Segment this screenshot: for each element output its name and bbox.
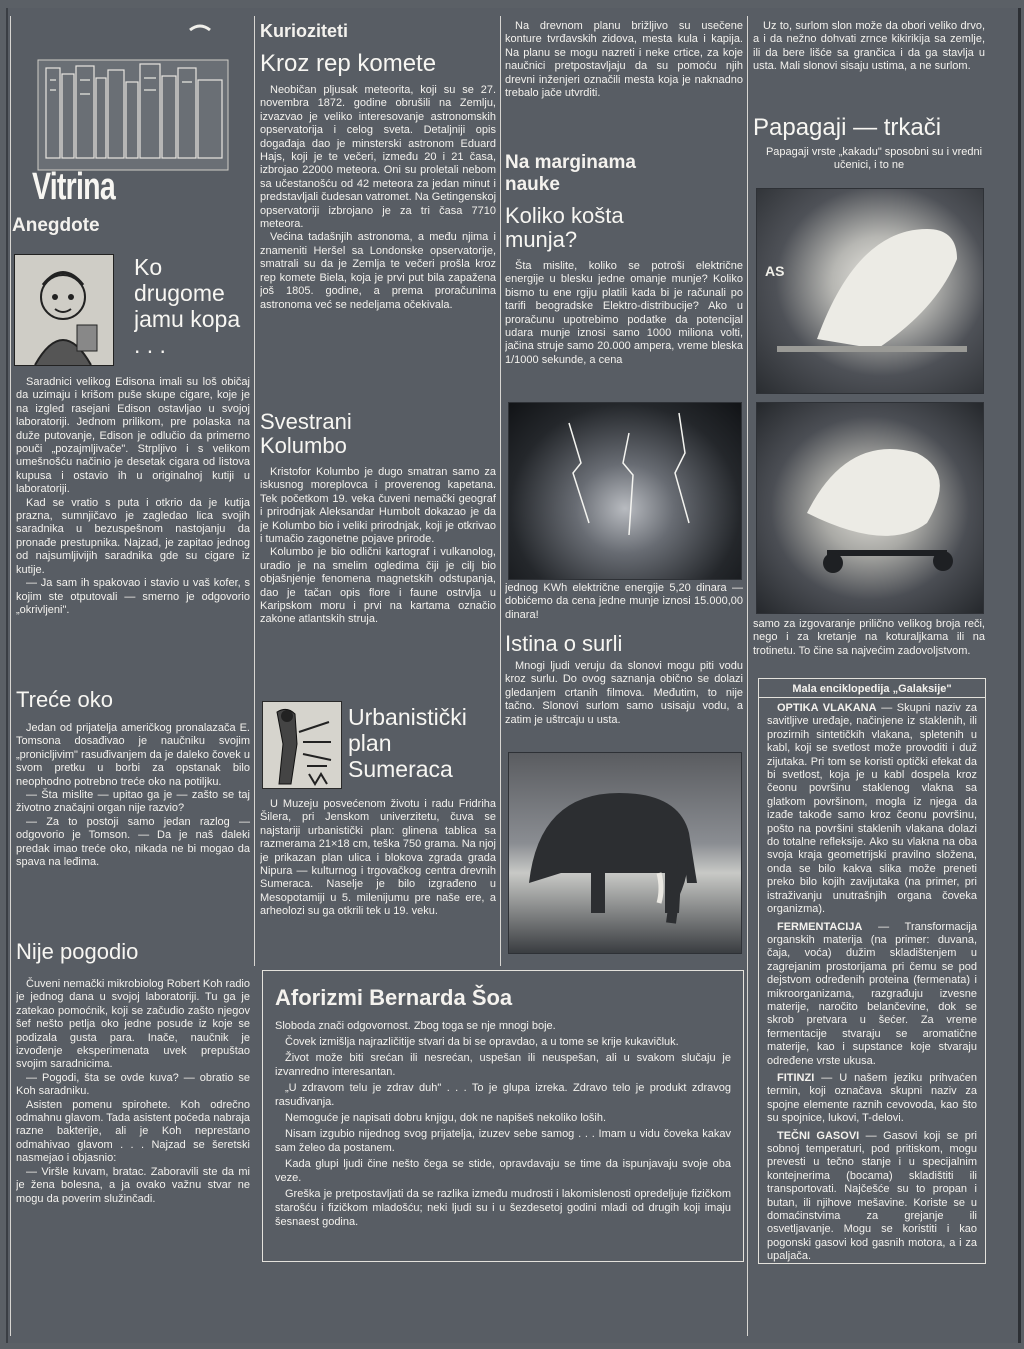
article-title: Papagaji — trkači: [753, 116, 942, 141]
paragraph: Čuveni nemački mikrobiolog Robert Koh radio je jednog dana u svojoj laboratoriji. Tu ga je zatekao pomoćnik, koji se začudio zašto njegov šef nešto petlja oko jedne posude iz koje se podizala gusta para. Inače, naučnik je izvođenje eksperimenata uvek prepuštao svojim saradnicima.: [16, 978, 250, 1071]
entry-text: — Transformacija organskih materija (na primer: duvana, čaja, voća) dužim skladištenjem u zagrejanim prostorijama pri čemu se pod dejstvom određenih proteina (fermenata) i mikroorganizama, razgrađuju izvesne materije, naročito belančevine, dok se skrob pretvara u šećer. Za vreme fermentacije stvaraju se aromatične materije, kao i supstance koje stvaraju određene vrste ukusa.: [767, 920, 977, 1067]
cockatoo-image: [757, 189, 983, 393]
paragraph: Asisten pomenu spirohete. Koh odrečno odmahnu glavom. Tada asistent poćeda nabraja razne bakterije, ali je Koh neprestano odmahivao glavom . . . Najzad se šeretski nasmejao i objasnio:: [16, 1098, 250, 1165]
paragraph: Kad se vratio s puta i otkrio da je kutija prazna, sumnjičavo je zagledao lica svojih saradnika u bezuspešnom nastojanju da pronađe prestupnika. Najzad, je zapitao jednog od najsumljivijih saradnika gde su cigare iz kutije.: [16, 496, 250, 576]
article-title: Kroz rep komete: [260, 50, 437, 77]
paragraph: — Šta mislite — upitao ga je — zašto se taj životno značajni organ nije razvio?: [16, 789, 250, 815]
article-title: Ko drugome jamu kopa . . .: [134, 254, 241, 358]
sumeri-article: [260, 798, 496, 966]
trece-oko-article: [16, 688, 250, 924]
paragraph: Kristofor Kolumbo je dugo smatran samo za iskusnog moreplovca i proverenog kapetana. Tek početkom 19. veka čuveni nemački geograf i prirodnjak Aleksandar Humbolt dokazao je da je Kolumbo bio i veliki prirodnjak, koji je otkrivao i tumačio zagonetne pojave prirode.: [260, 466, 496, 546]
entry-term: FERMENTACIJA: [777, 920, 863, 933]
photo-label: AS: [765, 263, 785, 279]
section-label: Na marginama nauke: [505, 152, 636, 195]
entry-term: TEČNI GASOVI: [777, 1129, 860, 1142]
surla-article: [505, 632, 743, 752]
entry-text: — Gasovi koji se pri sobnoj temperaturi, pod pritiskom, mogu prevesti u tečno stanje i u specijalnim kontejnerima (bocama) skladištiti ili transportovati. Najčešće su to propan i butan, ili njihove mešavine. Koriste se u domaćinstvima za grejanje ili osvetljavanje. Mogu se koristiti i kao pogonski gasovi kod gasnih motora, a i za upaljača.: [767, 1129, 978, 1263]
article-title: Urbanistički plan Sumeraca: [348, 704, 467, 782]
entry-term: FITINZI: [777, 1071, 815, 1084]
aforizmi-box: [262, 970, 744, 1262]
bookshelf-illustration: [10, 20, 240, 190]
enciklopedija-entry: [767, 921, 977, 1068]
paragraph: Mnogi ljudi veruju da slonovi mogu piti vodu kroz surlu. Do ovog saznanja obično se dolazi gledanjem crtanih filmova. Međutim, to nije tačno. Slonovi surlom samo usisaju vodu, a zatim je uštrcaju u usta.: [505, 660, 743, 726]
enciklopedija-box: [758, 678, 986, 1264]
parrot-photo-1: [756, 188, 984, 394]
paragraph: samo za izgovaranje prilično velikog broja reči, nego i za kretanje na koturaljkama ili na trotinetu. To čine sa najvećim zadovoljstvom.: [753, 618, 985, 657]
nije-pogodio-article: [16, 940, 250, 1270]
vitrina-title: Vitrina: [32, 166, 115, 208]
kolumbo-article: [260, 410, 496, 700]
column-rule: [254, 16, 255, 966]
article-title: Istina o surli: [505, 632, 623, 656]
plan-continuation: [505, 20, 743, 150]
article-title: Treće oko: [16, 688, 114, 712]
article-title: Aforizmi Bernarda Šoa: [275, 985, 513, 1010]
paragraph: Na drevnom planu brižljivo su usečene konture tvrđavskih zidova, mesta kula i kapija. Na planu se mogu nazreti i neke crtice, za koje naučnici pretpostavljaju da su pomoću njih drevni inženjeri označili mesta koja je naknadno trebalo jače utvrditi.: [505, 20, 743, 100]
enciklopedija-entry: [767, 702, 977, 917]
paragraph: — Viršle kuvam, bratac. Zaboravili ste da mi je žena bolesna, a ja ovako važnu stvar ne mogu da poverim služinčadi.: [16, 1165, 250, 1205]
lightning-image: [509, 403, 741, 579]
column-rule: [500, 16, 501, 966]
anegdote-section-label: [12, 215, 250, 245]
article-title: Koliko košta munja?: [505, 203, 624, 252]
aforizmi-inner: [263, 971, 743, 1235]
caricature-image: [15, 255, 113, 365]
elephant-photo: [508, 752, 742, 954]
magazine-page: [6, 8, 1021, 1343]
parrot-photo-2: [756, 402, 984, 614]
lightning-photo: [508, 402, 742, 580]
sumeri-title-box: [348, 704, 498, 794]
paragraph: — Za to postoji samo jedan razlog — odgovorio je Tomson. — Da je naš daleki predak imao treće oko, nikada ne bi mogao da spava na leđima.: [16, 815, 250, 869]
enciklopedija-entry: [767, 1130, 977, 1264]
paragraph: U Muzeju posvećenom životu i radu Fridriha Šilera, pri Jenskom univerzitetu, čuva se najstariji urbanistički plan: glinena tablica sa razmerama 21×18 cm, teška 750 grama. Na njoj je prikazan plan ulica i blokova zgrada grada Nipura — kulturnog i trgovačkog centra drevnih Sumeraca. Naselje je bilo izgrađeno u Mesopotamiji u 5. milenijumu pre naše ere, a arheolozi su ga otkrili tek u 19. veku.: [260, 798, 496, 918]
vitrina-header: [10, 20, 250, 220]
enciklopedija-entries: [759, 698, 985, 1264]
munja-article: [505, 152, 743, 402]
aforizam: „U zdravom telu je zdrav duh" . . . To je glupa izreka. Zdravo telo je produkt zdravog rasuđivanja.: [275, 1082, 731, 1108]
papagaji-article: [753, 116, 985, 188]
section-label: Kuriozitetі: [260, 21, 348, 41]
section-label: Anegdote: [12, 215, 100, 236]
aforizam: Greška je pretpostavljati da se razlika između mudrosti i lakomislenosti opredeljuje fizičkom starošću i fizičkom mladošću; neki ljudi su i u šezdesetoj godini mladi od drugih koji imaju šesnaest godina.: [275, 1188, 731, 1228]
aforizam: Nemoguće je napisati dobru knjigu, dok ne napišeš nekoliko loših.: [285, 1112, 607, 1124]
kurioziteti-article: [260, 20, 496, 410]
anegdote-article: [16, 376, 250, 676]
papagaji-continuation: [753, 618, 985, 674]
paragraph: Neobičan pljusak meteorita, koji su se 27. novembra 1872. godine obrušili na Zemlju, izvazvao je veliko interesovanje astronomskih opservatorija i celog sveta. Detaljniji opis događaja dao je minsterski astronom Eduard Hajs, koji je te večeri, između 20 i 21 časa, izbrojao 22000 meteora. Oni su proletali nebom sa učestanošću od 42 meteora za jedan minut i predstavljali čudesan vatromet. Na Getingenskoj opservatoriji izbrojano je za tri časa 7710 meteora.: [260, 84, 496, 231]
entry-term: OPTIKA VLAKANA: [777, 702, 877, 714]
paragraph: — Pogodi, šta se ovde kuva? — obratio se Koh saradniku.: [16, 1071, 250, 1098]
aforizam: Nisam izgubio nijednog svog prijatelja, izuzev sebe samog . . . Imam u vidu čoveka kakav sam želeo da postanem.: [275, 1128, 731, 1154]
paragraph: Jedan od prijatelja američkog pronalazača E. Tomsona dosađivao je naučniku svojim „pronicljivim" rasuđivanjem da je daleko čovek u svom pretku u borbi za opstanak bilo neophodno potrebno treće oko na potiljku.: [16, 722, 250, 788]
paragraph: jednog KWh električne energije 5,20 dinara — dobićemo da cena jedne munje iznosi 15.000,00 dinara!: [505, 582, 743, 621]
aforizam: Čovek izmišlja najrazličitije stvari da bi se opravdao, a u tome se krije kukavičluk.: [285, 1036, 679, 1048]
surla-continuation: [753, 20, 985, 120]
entry-text: — Skupni naziv za savitljive uređaje, načinjene iz staklenih, ili prozirnih sintetičkih vlakana, spletenih u kabl, koji se svetlost može provoditi i duž zijutaka. Pri tom se koristi optički efekat da bi svetlost, koja je u kabl dospela kroz čeonu površinu staklenog vlakna sa glatkom površinom, mogla iz njega da izađe takođe samo kroz čeonu površinu, pošto na površini staklenih vlakana dolazi do totalne refleksije. Ako su vlakna na oba svoja kraja geometrijski pravilno složena, onda se bilo kakva slika može preneti preko bilo kojih zavijutaka (na primer, pri istraživanju unutrašnjih organa čoveka organizma).: [767, 702, 977, 916]
enciklopedija-entry: [767, 1072, 977, 1126]
column-rule: [747, 16, 748, 1336]
edison-portrait: [14, 254, 114, 366]
paragraph: Saradnici velikog Edisona imali su loš običaj da uzimaju i krišom puše skupe cigare, koje je na izgled rasejani Edison ostavljao u svojoj laboratoriji. Jednom prilikom, pre polaska na duže putovanje, Edison je odlučio da primerno pouči „pozajmljivače". Strpljivo i s velikom umešnošću načinio je desetak cigara od listova kupusa i ostavio ih u originalnoj kutiji u laboratoriji.: [16, 376, 250, 496]
aforizam: Kada glupi ljudi čine nešto čega se stide, opravdavaju se time da ispunjavaju svoje oba veze.: [275, 1158, 731, 1184]
article-title: Svestrani Kolumbo: [260, 410, 352, 458]
elephant-image: [509, 753, 741, 953]
paragraph: Šta mislite, koliko se potroši električne energije u blesku jedne omanje munje? Koliko bismo tu ene rgiju platili kada bi je računali po tarifi beogradske Elektro-distribucije? Ako u proračunu upotrebimo podatke da potencijal udara munje iznosi samo 1000 miliona volti, jačina struje samo 20.000 ampera, vreme bleska 1/1000 sekunde, a cena: [505, 260, 743, 366]
paragraph: Uz to, surlom slon može da obori veliko drvo, a i da nežno dohvati zrnce kikirikija sa zemlje, ili da bere lišće sa grančica i da ga stavlja u usta. Mali slonovi sisaju ustima, a ne surlom.: [753, 20, 985, 73]
aforizam: Sloboda znači odgovornost. Zbog toga se nje mnogi boje.: [275, 1020, 556, 1032]
paragraph: — Ja sam ih spakovao i stavio u vaš kofer, s kojim ste otputovali — smerno je odgovorio „okrivljeni".: [16, 577, 250, 616]
paragraph: Kolumbo je bio odlični kartograf i vulkanolog, uradio je na smelim ogledima čiji je cilj bio objašnjenje fenomena magnetskih odstupanja, dao je tačan opis flore i faune ostrvlja u Karipskom moru i prvi na kartama označio zakone atlantskih struja.: [260, 546, 496, 626]
aforizam: Život može biti srećan ili nesrećan, uspešan ili neuspešan, ali u svakom slučaju je izvanredno interesantan.: [275, 1052, 731, 1078]
sumerian-figure-image: [263, 702, 341, 788]
paragraph: Većina tadašnjih astronoma, a među njima i znameniti Heršel sa Londonske opservatorije, smatrali su da je Zemlja te večeri prošla kroz rep komete Biela, koja je prvi put bila zapažena još 1805. godine, a prema proračunima astronoma već se nedeljama očekivala.: [260, 231, 496, 311]
article-title: Nije pogodio: [16, 940, 139, 964]
sumerian-tablet-illustration: [262, 701, 342, 789]
munja-continuation: [505, 582, 743, 622]
cockatoo-scooter-image: [757, 403, 983, 613]
enciklopedija-title: Mala enciklopedija „Galaksije": [759, 679, 985, 698]
paragraph: Papagaji vrste „kakadu" sposobni su i vredni učenici, i to ne: [765, 146, 983, 172]
entry-text: — U našem jeziku prihvaćen termin, koji označava skupni naziv za spojne elemente raznih cevovoda, kao što su spojnice, lukovi, T-delovi.: [767, 1071, 977, 1125]
anegdote-title-box: [134, 254, 250, 364]
